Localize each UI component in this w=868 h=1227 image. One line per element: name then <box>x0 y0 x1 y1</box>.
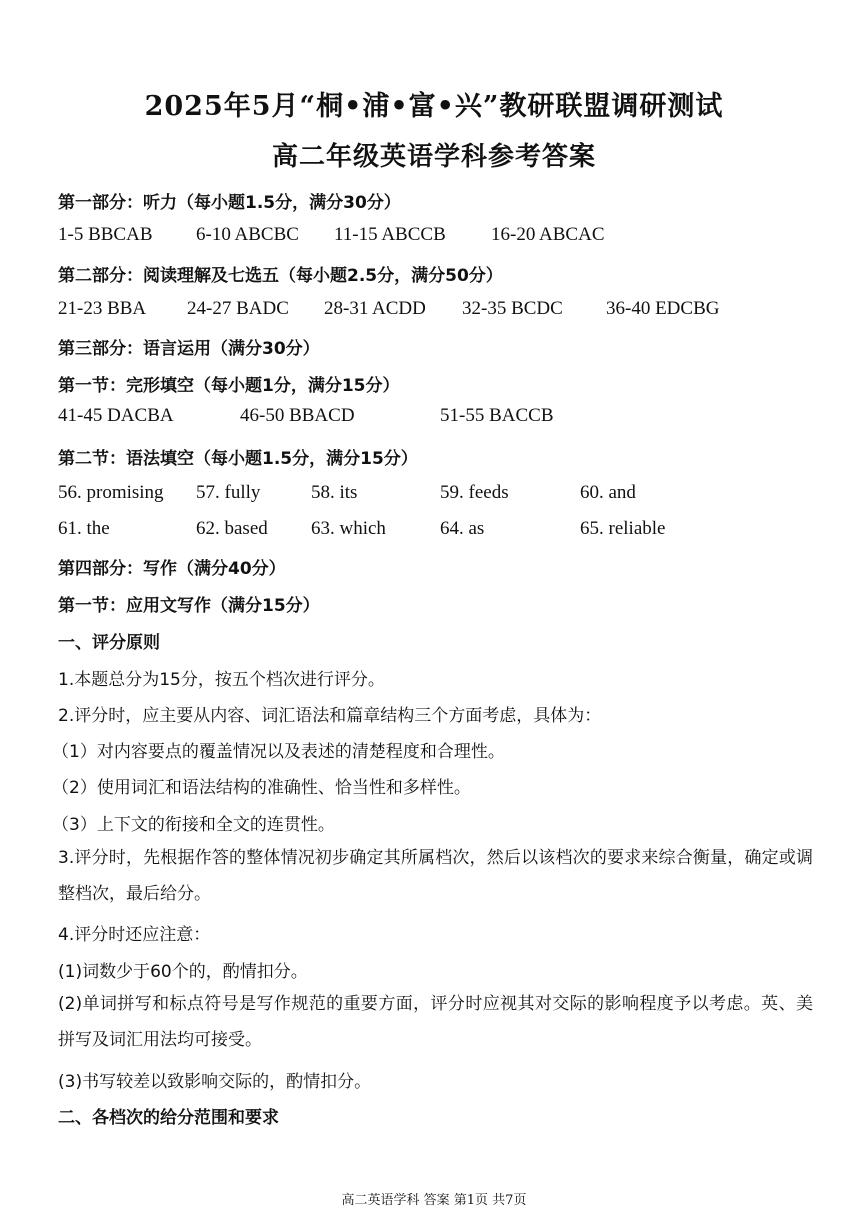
part4-section1-heading: 第一节：应用文写作（满分15分） <box>58 596 320 616</box>
part2-answer: 21-23 BBA <box>58 298 147 319</box>
principle-subitem: （1）对内容要点的覆盖情况以及表述的清楚程度和合理性。 <box>52 742 505 762</box>
part1-answer: 1-5 BBCAB <box>58 224 153 245</box>
part2-answer: 28-31 ACDD <box>324 298 426 319</box>
grammar-answer: 61. the <box>58 518 110 539</box>
principle-item: 3.评分时，先根据作答的整体情况初步确定其所属档次，然后以该档次的要求来综合衡量，确定或调整档次，最后给分。 <box>58 848 813 904</box>
grammar-answer: 56. promising <box>58 482 164 503</box>
part4-heading: 第四部分：写作（满分40分） <box>58 559 286 579</box>
grammar-answer: 63. which <box>311 518 386 539</box>
part3-heading: 第三部分：语言运用（满分30分） <box>58 339 320 359</box>
page-subtitle: 高二年级英语学科参考答案 <box>271 142 596 172</box>
part2-heading: 第二部分：阅读理解及七选五（每小题2.5分，满分50分） <box>58 266 503 286</box>
principle-item: 1.本题总分为15分，按五个档次进行评分。 <box>58 670 385 690</box>
principle-subitem: （2）使用词汇和语法结构的准确性、恰当性和多样性。 <box>52 778 471 798</box>
part1-answer: 6-10 ABCBC <box>196 224 299 245</box>
part3-section1-answer: 41-45 DACBA <box>58 405 174 426</box>
part2-answer: 32-35 BCDC <box>462 298 563 319</box>
grammar-answer: 65. reliable <box>580 518 666 539</box>
levels-heading: 二、各档次的给分范围和要求 <box>58 1108 279 1128</box>
part1-answer: 16-20 ABCAC <box>491 224 605 245</box>
grammar-answer: 58. its <box>311 482 358 503</box>
part3-section1-heading: 第一节：完形填空（每小题1分，满分15分） <box>58 376 400 396</box>
part2-answer: 36-40 EDCBG <box>606 298 720 319</box>
principle-subitem: （3）上下文的衔接和全文的连贯性。 <box>52 815 335 835</box>
page-footer: 高二英语学科 答案 第1页 共7页 <box>341 1193 527 1208</box>
principle-item: 2.评分时，应主要从内容、词汇语法和篇章结构三个方面考虑，具体为： <box>58 706 602 726</box>
part3-section1-answer: 46-50 BBACD <box>240 405 355 426</box>
part3-section1-answer: 51-55 BACCB <box>440 405 554 426</box>
grammar-answer: 64. as <box>440 518 485 539</box>
grammar-answer: 57. fully <box>196 482 261 503</box>
part2-answer: 24-27 BADC <box>187 298 289 319</box>
grammar-answer: 62. based <box>196 518 268 539</box>
scoring-principles-heading: 一、评分原则 <box>58 633 160 653</box>
grammar-answer: 60. and <box>580 482 636 503</box>
part1-answer: 11-15 ABCCB <box>334 224 446 245</box>
part3-section2-heading: 第二节：语法填空（每小题1.5分，满分15分） <box>58 449 418 469</box>
principle-subitem: (2)单词拼写和标点符号是写作规范的重要方面，评分时应视其对交际的影响程度予以考虑。英、美拼写及词汇用法均可接受。 <box>58 994 813 1050</box>
principle-item: 4.评分时还应注意： <box>58 925 211 945</box>
page-title: 2025年5月“桐•浦•富•兴”教研联盟调研测试 <box>144 91 724 122</box>
part1-heading: 第一部分：听力（每小题1.5分，满分30分） <box>58 193 401 213</box>
principle-subitem: (3)书写较差以致影响交际的，酌情扣分。 <box>58 1072 372 1092</box>
principle-subitem: (1)词数少于60个的，酌情扣分。 <box>58 962 308 982</box>
grammar-answer: 59. feeds <box>440 482 509 503</box>
